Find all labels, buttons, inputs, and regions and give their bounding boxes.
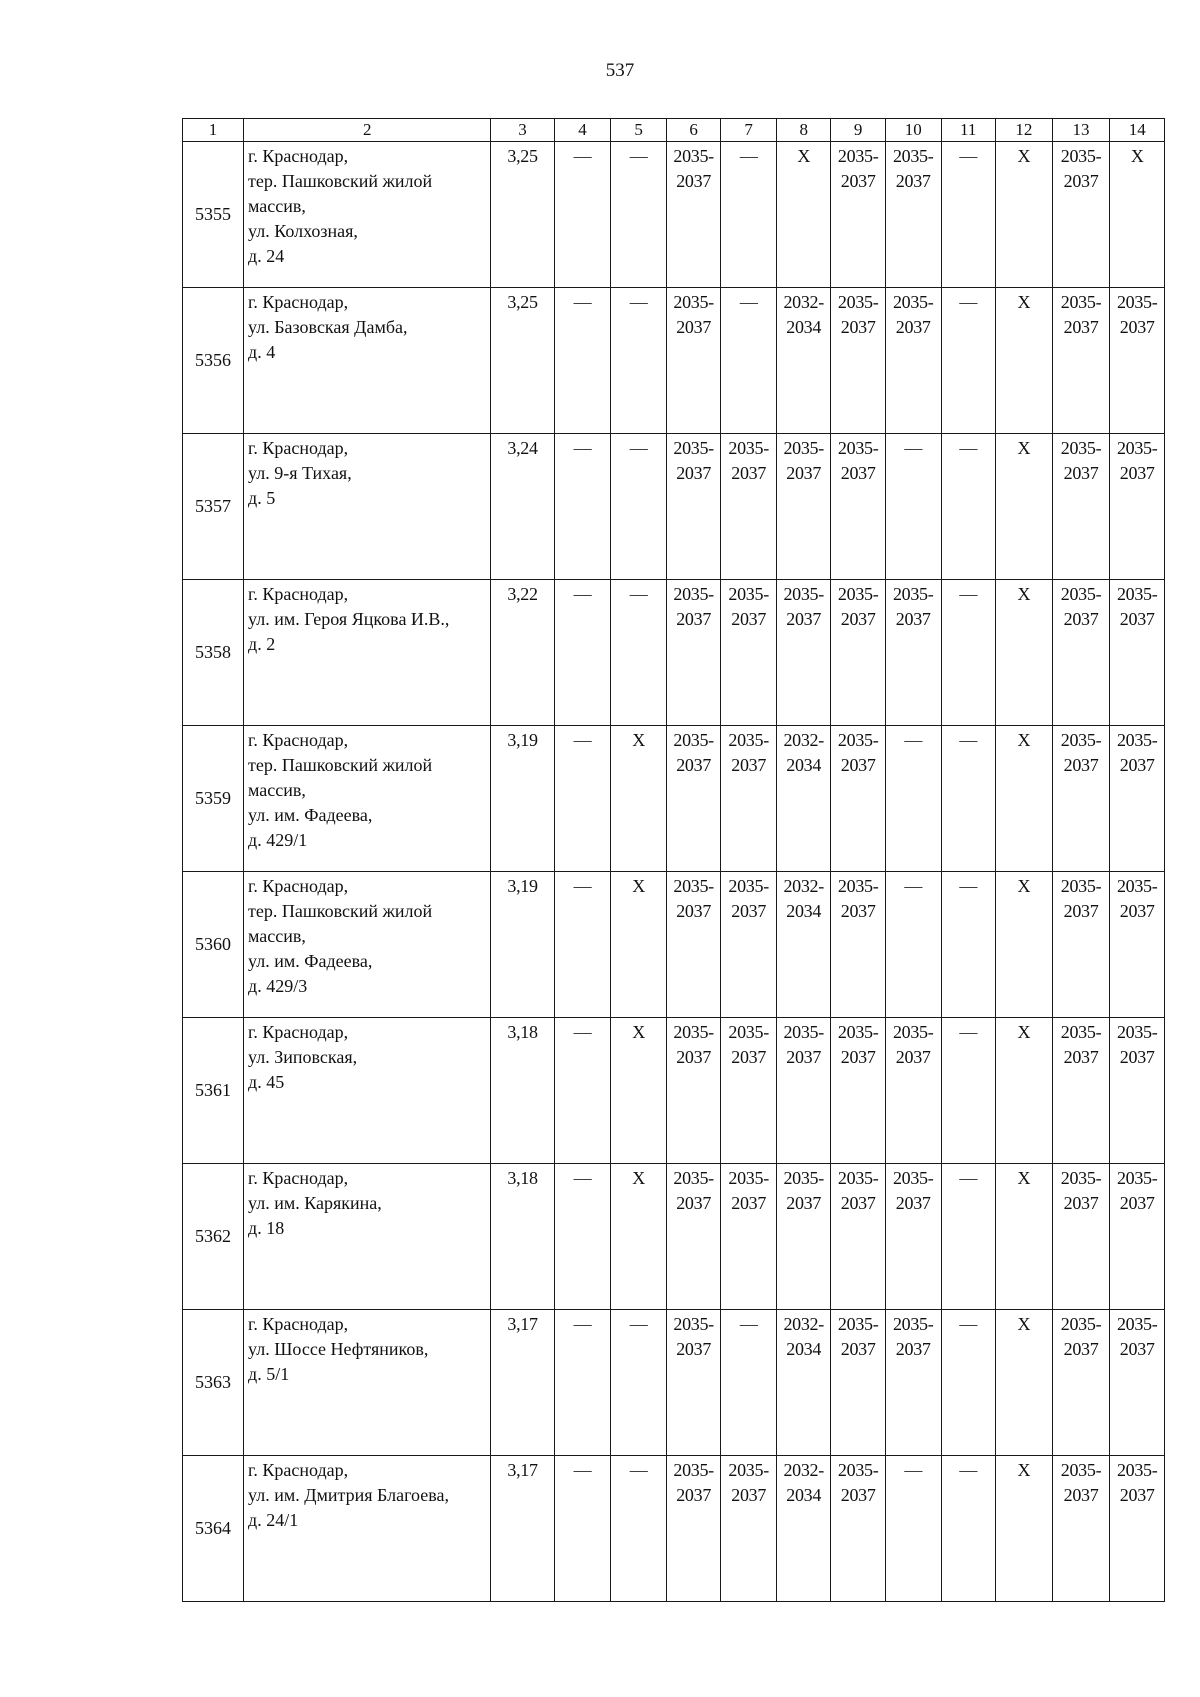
value-cell-col-14: 2035- 2037: [1110, 1164, 1165, 1310]
value-cell-col-3: 3,18: [491, 1164, 554, 1310]
value-cell-col-5: Х: [611, 1018, 667, 1164]
value-cell-col-7: 2035- 2037: [721, 580, 777, 726]
address-line: ул. им. Карякина,: [248, 1193, 382, 1213]
value-cell-col-8: 2035- 2037: [776, 580, 830, 726]
value-cell-col-11: —: [941, 1456, 995, 1602]
value-cell-col-10: 2035- 2037: [885, 1164, 941, 1310]
value-cell-col-5: Х: [611, 1164, 667, 1310]
address-line: г. Краснодар,: [248, 730, 349, 750]
value-cell-col-12: Х: [995, 872, 1052, 1018]
value-cell-col-9: 2035- 2037: [831, 434, 885, 580]
row-number: 5363: [183, 1310, 244, 1456]
value-cell-col-10: —: [885, 434, 941, 580]
address-line: д. 429/1: [248, 830, 308, 850]
value-cell-col-8: 2032- 2034: [776, 288, 830, 434]
value-cell-col-12: Х: [995, 1018, 1052, 1164]
row-number: 5359: [183, 726, 244, 872]
table-header: [183, 119, 1165, 142]
table-row: [183, 434, 1165, 580]
value-cell-col-3: 3,17: [491, 1310, 554, 1456]
address-line: г. Краснодар,: [248, 584, 349, 604]
address-line: д. 2: [248, 634, 276, 654]
address-line: г. Краснодар,: [248, 292, 349, 312]
address-line: г. Краснодар,: [248, 1314, 349, 1334]
value-cell-col-5: —: [611, 434, 667, 580]
value-cell-col-8: 2035- 2037: [776, 434, 830, 580]
address-line: д. 18: [248, 1218, 285, 1238]
value-cell-col-3: 3,19: [491, 726, 554, 872]
value-cell-col-11: —: [941, 142, 995, 288]
table-row: [183, 1310, 1165, 1456]
value-cell-col-8: 2032- 2034: [776, 1310, 830, 1456]
column-header-5: 5: [611, 119, 667, 142]
value-cell-col-6: 2035- 2037: [666, 434, 720, 580]
value-cell-col-7: 2035- 2037: [721, 1456, 777, 1602]
address-line: г. Краснодар,: [248, 146, 349, 166]
address-line: д. 429/3: [248, 976, 308, 996]
value-cell-col-3: 3,25: [491, 288, 554, 434]
column-header-7: 7: [721, 119, 777, 142]
value-cell-col-6: 2035- 2037: [666, 142, 720, 288]
value-cell-col-4: —: [554, 1164, 611, 1310]
value-cell-col-8: Х: [776, 142, 830, 288]
value-cell-col-14: 2035- 2037: [1110, 288, 1165, 434]
address-line: д. 5/1: [248, 1364, 290, 1384]
value-cell-col-12: Х: [995, 1456, 1052, 1602]
value-cell-col-3: 3,22: [491, 580, 554, 726]
value-cell-col-6: 2035- 2037: [666, 1164, 720, 1310]
row-number: 5356: [183, 288, 244, 434]
value-cell-col-4: —: [554, 872, 611, 1018]
row-number: 5362: [183, 1164, 244, 1310]
header-row: [183, 119, 1165, 142]
page-number: 537: [605, 60, 635, 81]
value-cell-col-6: 2035- 2037: [666, 1310, 720, 1456]
value-cell-col-10: —: [885, 726, 941, 872]
value-cell-col-11: —: [941, 1164, 995, 1310]
address-line: массив,: [248, 780, 306, 800]
value-cell-col-11: —: [941, 580, 995, 726]
value-cell-col-3: 3,19: [491, 872, 554, 1018]
column-header-1: 1: [183, 119, 244, 142]
value-cell-col-5: —: [611, 142, 667, 288]
address-line: тер. Пашковский жилой: [248, 901, 433, 921]
address-line: ул. им. Фадеева,: [248, 951, 373, 971]
value-cell-col-8: 2035- 2037: [776, 1018, 830, 1164]
value-cell-col-7: —: [721, 1310, 777, 1456]
value-cell-col-9: 2035- 2037: [831, 1456, 885, 1602]
table-row: [183, 726, 1165, 872]
column-header-6: 6: [666, 119, 720, 142]
address-cell: [244, 1164, 491, 1310]
value-cell-col-6: 2035- 2037: [666, 1018, 720, 1164]
value-cell-col-3: 3,25: [491, 142, 554, 288]
row-number: 5361: [183, 1018, 244, 1164]
value-cell-col-4: —: [554, 288, 611, 434]
address-cell: [244, 434, 491, 580]
value-cell-col-12: Х: [995, 1310, 1052, 1456]
column-header-10: 10: [885, 119, 941, 142]
table-row: [183, 872, 1165, 1018]
value-cell-col-7: —: [721, 142, 777, 288]
value-cell-col-9: 2035- 2037: [831, 580, 885, 726]
value-cell-col-7: 2035- 2037: [721, 726, 777, 872]
value-cell-col-9: 2035- 2037: [831, 872, 885, 1018]
value-cell-col-8: 2032- 2034: [776, 1456, 830, 1602]
table-row: [183, 142, 1165, 288]
value-cell-col-11: —: [941, 434, 995, 580]
value-cell-col-7: —: [721, 288, 777, 434]
value-cell-col-4: —: [554, 1456, 611, 1602]
address-line: д. 4: [248, 342, 276, 362]
value-cell-col-8: 2032- 2034: [776, 872, 830, 1018]
table-row: [183, 288, 1165, 434]
row-number: 5357: [183, 434, 244, 580]
row-number: 5355: [183, 142, 244, 288]
column-header-3: 3: [491, 119, 554, 142]
table-row: [183, 1164, 1165, 1310]
value-cell-col-13: 2035- 2037: [1052, 872, 1110, 1018]
value-cell-col-13: 2035- 2037: [1052, 1018, 1110, 1164]
value-cell-col-7: 2035- 2037: [721, 434, 777, 580]
address-line: ул. им. Героя Яцкова И.В.,: [248, 609, 450, 629]
address-cell: [244, 288, 491, 434]
value-cell-col-9: 2035- 2037: [831, 1310, 885, 1456]
value-cell-col-13: 2035- 2037: [1052, 1164, 1110, 1310]
row-number: 5360: [183, 872, 244, 1018]
value-cell-col-11: —: [941, 726, 995, 872]
address-cell: [244, 872, 491, 1018]
value-cell-col-13: 2035- 2037: [1052, 288, 1110, 434]
address-line: массив,: [248, 926, 306, 946]
value-cell-col-12: Х: [995, 726, 1052, 872]
address-cell: [244, 142, 491, 288]
column-header-9: 9: [831, 119, 885, 142]
value-cell-col-9: 2035- 2037: [831, 726, 885, 872]
value-cell-col-6: 2035- 2037: [666, 1456, 720, 1602]
address-line: г. Краснодар,: [248, 1168, 349, 1188]
column-header-4: 4: [554, 119, 611, 142]
table-row: [183, 1018, 1165, 1164]
column-header-8: 8: [776, 119, 830, 142]
value-cell-col-14: 2035- 2037: [1110, 1310, 1165, 1456]
address-line: ул. им. Фадеева,: [248, 805, 373, 825]
value-cell-col-10: 2035- 2037: [885, 288, 941, 434]
value-cell-col-4: —: [554, 434, 611, 580]
value-cell-col-7: 2035- 2037: [721, 1018, 777, 1164]
value-cell-col-6: 2035- 2037: [666, 288, 720, 434]
address-line: г. Краснодар,: [248, 1022, 349, 1042]
value-cell-col-12: Х: [995, 1164, 1052, 1310]
table-body: [183, 142, 1165, 1602]
column-header-14: 14: [1110, 119, 1165, 142]
value-cell-col-13: 2035- 2037: [1052, 434, 1110, 580]
value-cell-col-5: —: [611, 1456, 667, 1602]
value-cell-col-5: Х: [611, 726, 667, 872]
registry-table: [182, 118, 1165, 1602]
address-line: ул. Зиповская,: [248, 1047, 358, 1067]
column-header-11: 11: [941, 119, 995, 142]
value-cell-col-14: Х: [1110, 142, 1165, 288]
value-cell-col-9: 2035- 2037: [831, 1164, 885, 1310]
value-cell-col-10: 2035- 2037: [885, 142, 941, 288]
value-cell-col-4: —: [554, 1018, 611, 1164]
value-cell-col-3: 3,18: [491, 1018, 554, 1164]
column-header-13: 13: [1052, 119, 1110, 142]
value-cell-col-14: 2035- 2037: [1110, 580, 1165, 726]
address-line: д. 24/1: [248, 1510, 299, 1530]
value-cell-col-5: —: [611, 288, 667, 434]
value-cell-col-13: 2035- 2037: [1052, 1456, 1110, 1602]
value-cell-col-4: —: [554, 142, 611, 288]
column-header-12: 12: [995, 119, 1052, 142]
address-line: ул. Колхозная,: [248, 221, 358, 241]
value-cell-col-8: 2035- 2037: [776, 1164, 830, 1310]
column-header-2: 2: [244, 119, 491, 142]
value-cell-col-7: 2035- 2037: [721, 872, 777, 1018]
address-line: г. Краснодар,: [248, 438, 349, 458]
value-cell-col-13: 2035- 2037: [1052, 1310, 1110, 1456]
table-row: [183, 580, 1165, 726]
value-cell-col-6: 2035- 2037: [666, 726, 720, 872]
row-number: 5358: [183, 580, 244, 726]
value-cell-col-12: Х: [995, 142, 1052, 288]
value-cell-col-11: —: [941, 872, 995, 1018]
address-line: массив,: [248, 196, 306, 216]
value-cell-col-9: 2035- 2037: [831, 1018, 885, 1164]
value-cell-col-14: 2035- 2037: [1110, 1456, 1165, 1602]
value-cell-col-10: —: [885, 872, 941, 1018]
address-line: г. Краснодар,: [248, 1460, 349, 1480]
address-line: ул. Шоссе Нефтяников,: [248, 1339, 429, 1359]
address-cell: [244, 1310, 491, 1456]
address-line: ул. им. Дмитрия Благоева,: [248, 1485, 450, 1505]
value-cell-col-14: 2035- 2037: [1110, 726, 1165, 872]
value-cell-col-11: —: [941, 1018, 995, 1164]
value-cell-col-13: 2035- 2037: [1052, 580, 1110, 726]
address-cell: [244, 726, 491, 872]
value-cell-col-12: Х: [995, 580, 1052, 726]
row-number: 5364: [183, 1456, 244, 1602]
value-cell-col-12: Х: [995, 288, 1052, 434]
address-line: д. 24: [248, 246, 285, 266]
value-cell-col-5: —: [611, 580, 667, 726]
value-cell-col-8: 2032- 2034: [776, 726, 830, 872]
address-line: д. 5: [248, 488, 276, 508]
value-cell-col-11: —: [941, 1310, 995, 1456]
value-cell-col-14: 2035- 2037: [1110, 434, 1165, 580]
address-line: тер. Пашковский жилой: [248, 171, 433, 191]
value-cell-col-3: 3,24: [491, 434, 554, 580]
value-cell-col-4: —: [554, 1310, 611, 1456]
value-cell-col-6: 2035- 2037: [666, 580, 720, 726]
value-cell-col-5: —: [611, 1310, 667, 1456]
value-cell-col-7: 2035- 2037: [721, 1164, 777, 1310]
value-cell-col-10: —: [885, 1456, 941, 1602]
value-cell-col-14: 2035- 2037: [1110, 872, 1165, 1018]
value-cell-col-10: 2035- 2037: [885, 580, 941, 726]
table-row: [183, 1456, 1165, 1602]
value-cell-col-10: 2035- 2037: [885, 1310, 941, 1456]
address-cell: [244, 1018, 491, 1164]
value-cell-col-13: 2035- 2037: [1052, 142, 1110, 288]
address-cell: [244, 580, 491, 726]
value-cell-col-11: —: [941, 288, 995, 434]
address-line: ул. Базовская Дамба,: [248, 317, 408, 337]
address-line: г. Краснодар,: [248, 876, 349, 896]
address-cell: [244, 1456, 491, 1602]
value-cell-col-14: 2035- 2037: [1110, 1018, 1165, 1164]
value-cell-col-5: Х: [611, 872, 667, 1018]
address-line: д. 45: [248, 1072, 285, 1092]
value-cell-col-6: 2035- 2037: [666, 872, 720, 1018]
address-line: ул. 9-я Тихая,: [248, 463, 352, 483]
value-cell-col-4: —: [554, 580, 611, 726]
value-cell-col-13: 2035- 2037: [1052, 726, 1110, 872]
value-cell-col-4: —: [554, 726, 611, 872]
value-cell-col-9: 2035- 2037: [831, 142, 885, 288]
value-cell-col-3: 3,17: [491, 1456, 554, 1602]
value-cell-col-10: 2035- 2037: [885, 1018, 941, 1164]
address-line: тер. Пашковский жилой: [248, 755, 433, 775]
value-cell-col-9: 2035- 2037: [831, 288, 885, 434]
value-cell-col-12: Х: [995, 434, 1052, 580]
